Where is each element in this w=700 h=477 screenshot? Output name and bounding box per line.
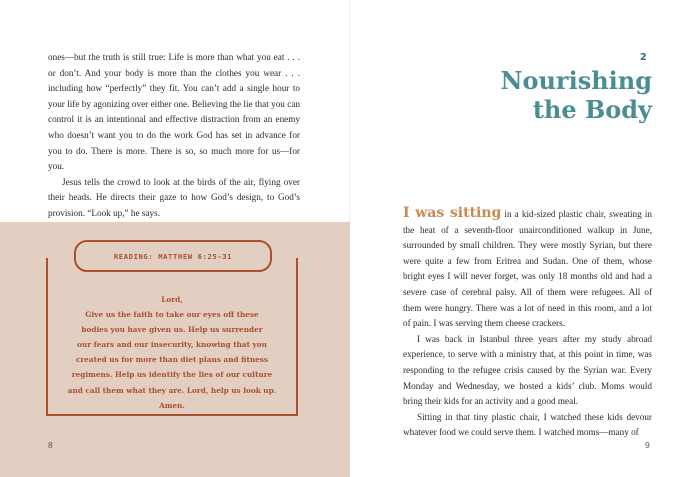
left-paragraph: ones—but the truth is still true: Life is more than what you eat . . . or don’t. And your body is more than the clothes you wear . . . including how “perfectly” they fit. You can’t add a single hour to your life by agonizing over either one. Believing the lie that you can control it is an intentional and effective distraction from an enemy who doesn’t want you to do the work God has set in advance for you to do. There is more. There is so, so much more for us—for you.: [48, 52, 300, 172]
prayer-line: created us for more than diet plans and fitness: [75, 355, 269, 365]
reading-label: READING: MATTHEW 6:25-31: [113, 251, 233, 261]
right-paragraph: I was back in Istanbul three years after my study abroad experience, to serve with a ministry that, at this point in time, was responding to the refugee crisis caused by the Syrian war. Every Monday and Wednesday, we hosted a kids’ club. Moms would bring their kids for an activity and a good meal.: [403, 333, 652, 407]
page-number-right: 9: [645, 440, 650, 450]
prayer-line: Lord,: [161, 295, 183, 304]
lead-in-text: I was sitting: [403, 205, 502, 221]
right-body-text: [403, 206, 652, 441]
right-paragraph: Sitting in that tiny plastic chair, I watched these kids devour whatever food we could serve them. I watched moms—many of: [403, 411, 652, 438]
prayer-line: Give us the faith to take our eyes off these: [85, 310, 259, 320]
prayer-line: regimens. Help us identify the lies of our culture: [71, 370, 273, 380]
prayer-line: and call them what they are. Lord, help us look up.: [67, 385, 277, 395]
prayer-line: our fears and our insecurity, knowing that you: [77, 340, 267, 350]
opening-paragraph-rest: in a kid-sized plastic chair, sweating in the heat of a seventh-floor unairconditioned walkup in June, surrounded by small children. They were mostly Syrian, but there were quite a few from Eritrea and Sudan. One of them, whose bright eyes I will never forget, was only 18 months old and had a severe case of cerebral palsy. All of them were refugees. All of them were hungry. There was a lot of need in this room, and a lot of pain. I was serving them cheese crackers.: [403, 209, 652, 329]
chapter-title-line: the Body: [532, 95, 652, 124]
chapter-title-line: Nourishing: [500, 66, 652, 95]
opening-paragraph: [403, 206, 652, 332]
chapter-title: [501, 66, 652, 124]
left-body-text: [48, 50, 300, 222]
prayer-line: bodies you have given us. Help us surrender: [81, 325, 263, 335]
page-number-left: 8: [48, 440, 53, 450]
prayer-line: Amen.: [159, 400, 185, 410]
left-paragraph: Jesus tells the crowd to look at the birds of the air, flying over their heads. He directs their gaze to how God’s design, to God’s provision. “Look up,” he says.: [48, 176, 300, 218]
chapter-number: 2: [640, 52, 647, 63]
reading-pill: [74, 240, 272, 272]
prayer-text: [60, 292, 284, 413]
